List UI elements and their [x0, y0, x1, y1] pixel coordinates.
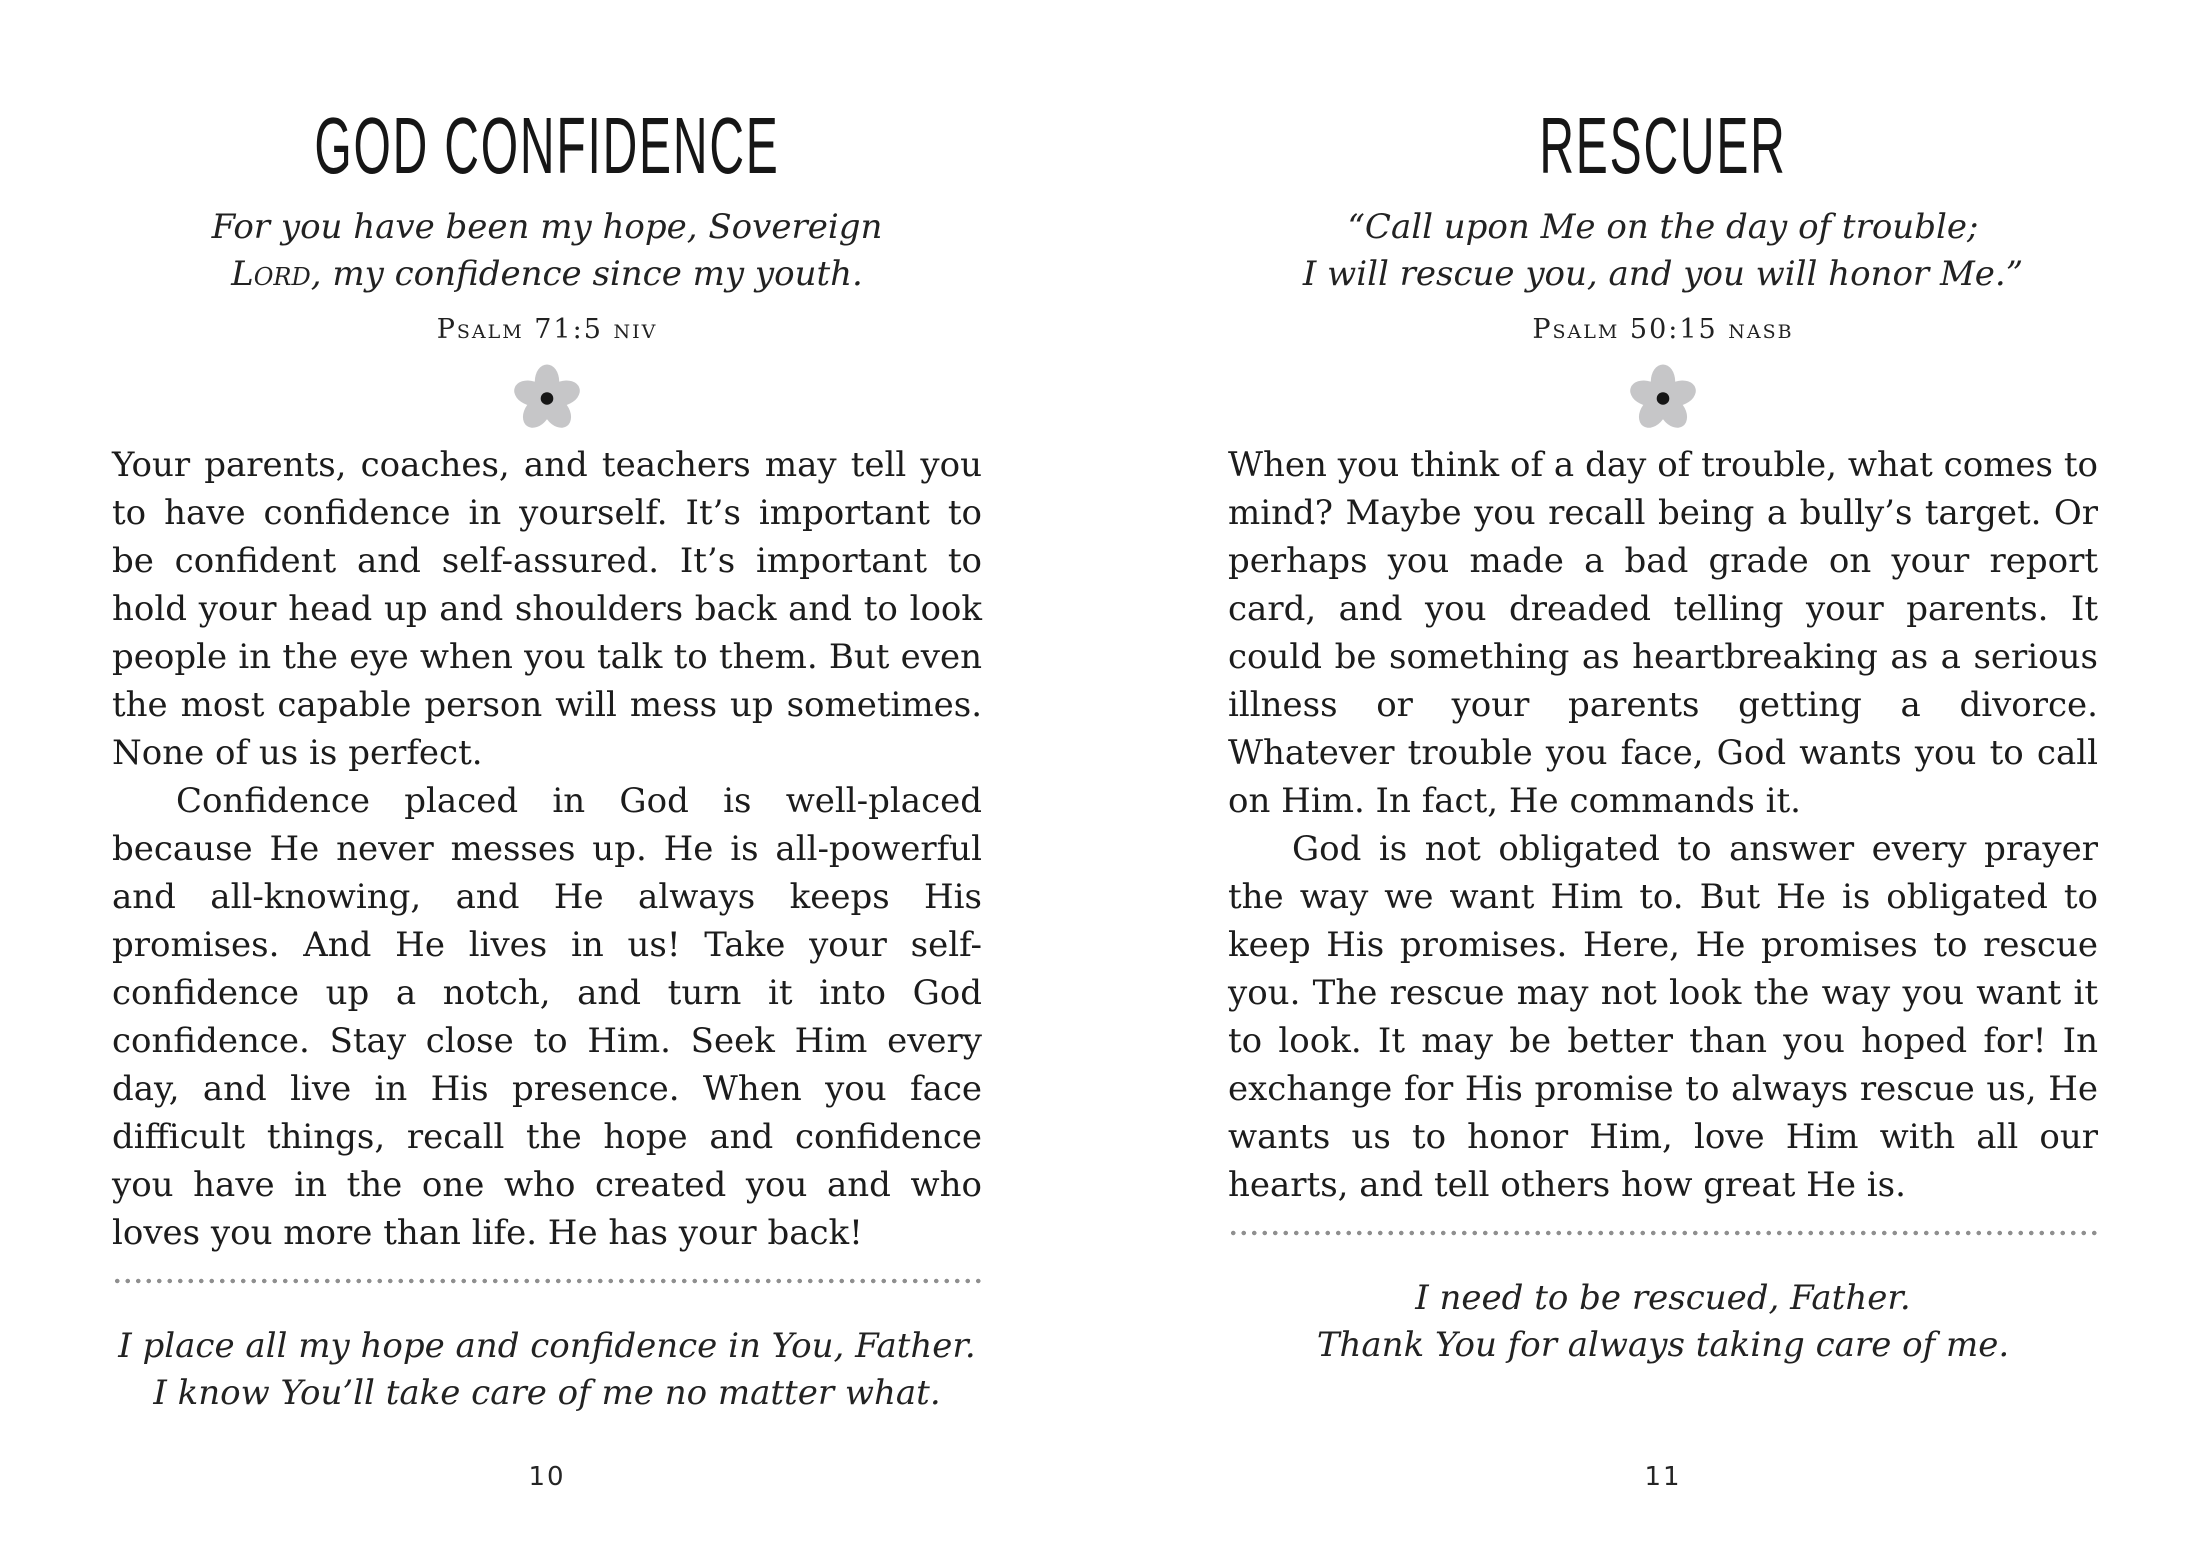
verse-line: “Call upon Me on the day of trouble; [1347, 207, 1979, 247]
small-caps-lord: Lord [231, 254, 311, 294]
page-number: 11 [1644, 1462, 1682, 1492]
dotted-divider [112, 1278, 982, 1284]
page-left [112, 0, 982, 1553]
flower-icon [510, 360, 584, 434]
scripture-reference: Psalm 50:15 nasb [1532, 314, 1794, 345]
scripture-reference: Psalm 71:5 niv [436, 314, 658, 345]
dotted-divider [1228, 1230, 2098, 1236]
paragraph: Your parents, coaches, and teachers may tell you to have confidence in yourself. It’s important to be confident and self-assured. It’s important to hold your head up and shoulders back and to look people in the eye when you talk to them. But even the most capable person will mess up sometimes. None of us is perfect. [112, 445, 982, 773]
devotional-body [1228, 441, 2098, 1209]
prayer-line: I place all my hope and confidence in You, Father. [118, 1326, 976, 1366]
prayer-line: I need to be rescued, Father. [1415, 1278, 1911, 1318]
page-right [1228, 0, 2098, 1553]
verse-line: I will rescue you, and you will honor Me.” [1302, 254, 2024, 294]
page-title: RESCUER [1539, 101, 1787, 190]
scripture-verse [112, 204, 982, 298]
prayer-line: Thank You for always taking care of me. [1316, 1325, 2010, 1365]
prayer-line: I know You’ll take care of me no matter what. [153, 1373, 941, 1413]
paragraph: Confidence placed in God is well-placed because He never messes up. He is all-powerful and all-knowing, and He always keeps His promises. And He lives in us! Take your self-confidence up a notch, and turn it into God confidence. Stay close to Him. Seek Him every day, and live in His presence. When you face difficult things, recall the hope and confidence you have in the one who created you and who loves you more than life. He has your back! [112, 781, 982, 1253]
prayer [1228, 1275, 2098, 1369]
page-number: 10 [528, 1462, 566, 1492]
verse-line: For you have been my hope, Sovereign [211, 207, 883, 247]
paragraph: God is not obligated to answer every prayer the way we want Him to. But He is obligated to keep His promises. Here, He promises to rescue you. The rescue may not look the way you want it to look. It may be better than you hoped for! In exchange for His promise to always rescue us, He wants us to honor Him, love Him with all our hearts, and tell others how great He is. [1228, 829, 2098, 1205]
flower-icon [1626, 360, 1700, 434]
paragraph: When you think of a day of trouble, what comes to mind? Maybe you recall being a bully’s target. Or perhaps you made a bad grade on your report card, and you dreaded telling your parents. It could be something as heartbreaking as a serious illness or your parents getting a divorce. Whatever trouble you face, God wants you to call on Him. In fact, He commands it. [1228, 445, 2098, 821]
verse-line: Lord, my confidence since my youth. [231, 254, 863, 294]
scripture-verse [1228, 204, 2098, 298]
devotional-body [112, 441, 982, 1257]
prayer [112, 1323, 982, 1417]
page-title: GOD CONFIDENCE [314, 101, 780, 190]
